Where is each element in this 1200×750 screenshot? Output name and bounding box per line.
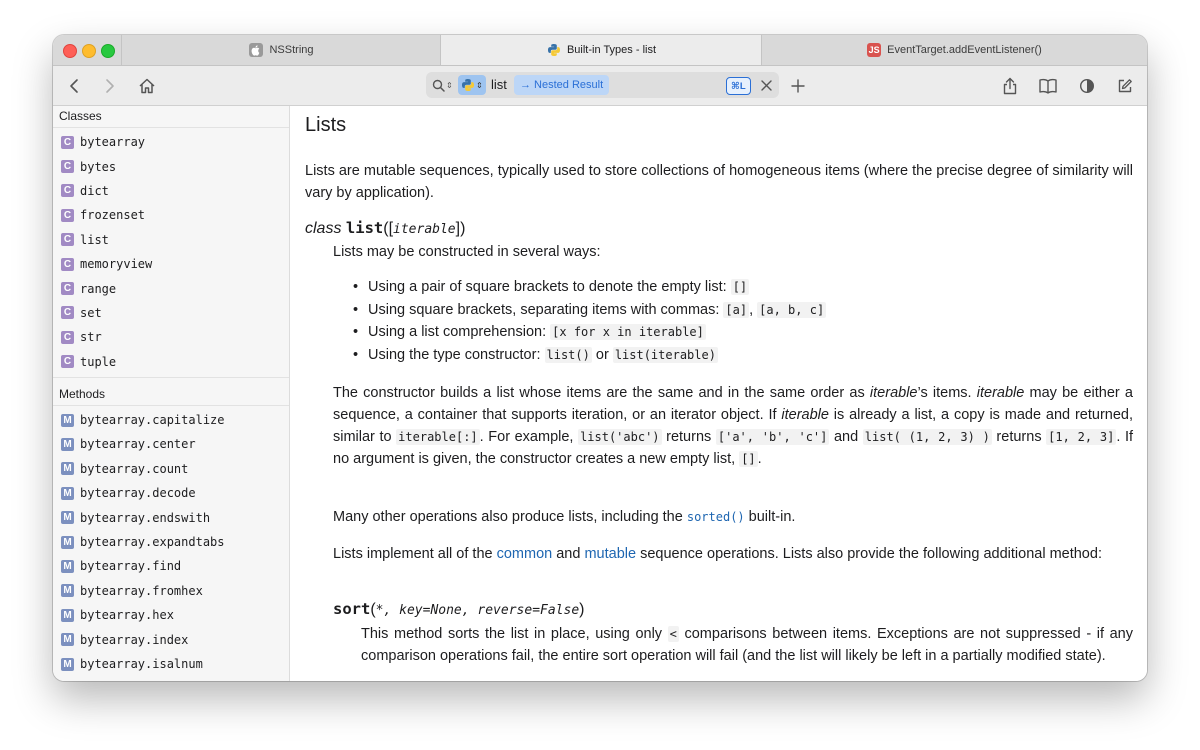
- js-icon: JS: [868, 45, 880, 55]
- sidebar-item-bytearray-center[interactable]: [53, 432, 289, 456]
- sidebar-item-bytearray-endswith[interactable]: [53, 505, 289, 529]
- intro-paragraph: Lists are mutable sequences, typically used to store collections of homogeneous items (where the precise degree of similarity will vary by application).: [305, 163, 1133, 201]
- annotate-button[interactable]: [1113, 74, 1137, 98]
- common-link[interactable]: common: [496, 546, 553, 562]
- tab-title: NSString: [269, 44, 314, 56]
- constructor-bullets: [353, 276, 1113, 366]
- method-badge-icon: M: [61, 609, 74, 622]
- classes-header: Classes: [53, 106, 289, 128]
- chevron-right-icon: [103, 78, 115, 94]
- bookmarks-button[interactable]: [1036, 74, 1060, 98]
- class-signature: class list([iterable]): [305, 219, 466, 237]
- sidebar-item-list[interactable]: [53, 228, 289, 252]
- methods-list: [53, 408, 289, 676]
- class-badge-icon: C: [61, 355, 74, 368]
- sig-name: list: [345, 219, 384, 237]
- method-badge-icon: M: [61, 414, 74, 427]
- sidebar-item-label: bytes: [80, 159, 117, 174]
- sidebar-item-frozenset[interactable]: [53, 203, 289, 227]
- sidebar-item-bytearray-isalnum[interactable]: [53, 652, 289, 676]
- sidebar-item-label: bytearray.endswith: [80, 510, 211, 525]
- method-badge-icon: M: [61, 560, 74, 573]
- tab-eventtarget[interactable]: [761, 35, 1147, 65]
- mutable-link[interactable]: mutable: [584, 546, 637, 562]
- classes-list: [53, 130, 289, 374]
- sidebar-item-tuple[interactable]: [53, 350, 289, 374]
- sidebar-item-label: bytearray.decode: [80, 486, 196, 501]
- tab-title: Built-in Types - list: [566, 44, 657, 56]
- sequence-ops-paragraph: Lists implement all of the common and mutable sequence operations. Lists also provide the following additional method:: [333, 546, 1102, 562]
- sidebar-item-label: tuple: [80, 354, 117, 369]
- zoom-window-button[interactable]: [101, 44, 115, 58]
- tab-bar: [53, 35, 1147, 66]
- page-title: Lists: [305, 114, 347, 136]
- updown-chevron-icon: ⇕: [446, 80, 453, 90]
- sidebar-item-label: bytearray.fromhex: [80, 583, 203, 598]
- browser-window: [53, 35, 1147, 681]
- class-badge-icon: C: [61, 160, 74, 173]
- sidebar-item-bytearray-count[interactable]: [53, 457, 289, 481]
- python-icon: [461, 78, 475, 92]
- sidebar-item-label: bytearray.isalnum: [80, 657, 203, 671]
- back-button[interactable]: [63, 74, 87, 98]
- sidebar-item-dict[interactable]: [53, 179, 289, 203]
- sig-keyword: class: [305, 220, 342, 237]
- apple-icon: [249, 43, 263, 57]
- list-item: • Using square brackets, separating items with commas: [a] , [a, b, c]: [353, 299, 1113, 322]
- sidebar-item-bytearray-expandtabs[interactable]: [53, 530, 289, 554]
- method-badge-icon: M: [61, 462, 74, 475]
- sidebar-item-label: bytearray.capitalize: [80, 413, 225, 428]
- sidebar-item-bytearray[interactable]: [53, 130, 289, 154]
- method-badge-icon: M: [61, 536, 74, 549]
- shortcut-badge: ⌘L: [726, 77, 751, 95]
- sidebar-item-bytearray-hex[interactable]: [53, 603, 289, 627]
- method-badge-icon: M: [61, 658, 74, 671]
- sidebar: [53, 106, 290, 681]
- sidebar-item-label: set: [80, 305, 102, 320]
- sidebar-item-label: bytearray: [80, 135, 146, 150]
- sidebar-item-bytearray-fromhex[interactable]: [53, 579, 289, 603]
- book-icon: [1038, 78, 1058, 94]
- sidebar-item-label: bytearray.expandtabs: [80, 535, 225, 550]
- class-badge-icon: C: [61, 306, 74, 319]
- sidebar-item-bytes[interactable]: [53, 154, 289, 178]
- class-badge-icon: C: [61, 258, 74, 271]
- tab-builtin-types-list[interactable]: [440, 35, 762, 65]
- sidebar-item-bytearray-capitalize[interactable]: [53, 408, 289, 432]
- method-badge-icon: M: [61, 584, 74, 597]
- method-badge-icon: M: [61, 487, 74, 500]
- class-badge-icon: C: [61, 184, 74, 197]
- edit-icon: [1117, 78, 1133, 94]
- sidebar-item-label: bytearray.find: [80, 559, 182, 574]
- search-query[interactable]: list: [491, 77, 507, 92]
- tab-title: EventTarget.addEventListener(): [887, 44, 1042, 56]
- class-badge-icon: C: [61, 209, 74, 222]
- sidebar-item-label: range: [80, 281, 117, 296]
- sidebar-item-range[interactable]: [53, 276, 289, 300]
- sidebar-item-label: bytearray.hex: [80, 608, 174, 623]
- close-window-button[interactable]: [63, 44, 77, 58]
- chevron-left-icon: [69, 78, 81, 94]
- class-badge-icon: C: [61, 136, 74, 149]
- sidebar-item-bytearray-find[interactable]: [53, 554, 289, 578]
- constructed-text: Lists may be constructed in several ways:: [333, 244, 601, 260]
- appearance-button[interactable]: [1075, 74, 1099, 98]
- updown-chevron-icon: ⇕: [476, 80, 483, 90]
- methods-header: Methods: [53, 384, 289, 406]
- forward-button[interactable]: [97, 74, 121, 98]
- search-bar[interactable]: [426, 72, 779, 98]
- sidebar-item-str[interactable]: [53, 325, 289, 349]
- sidebar-item-bytearray-decode[interactable]: [53, 481, 289, 505]
- clear-search-button[interactable]: [756, 75, 776, 95]
- home-button[interactable]: [135, 74, 159, 98]
- home-icon: [138, 77, 156, 95]
- docset-selector[interactable]: [458, 75, 486, 95]
- share-icon: [1002, 77, 1018, 95]
- sidebar-item-label: memoryview: [80, 257, 153, 272]
- plus-icon: [791, 79, 805, 93]
- method-badge-icon: M: [61, 511, 74, 524]
- class-badge-icon: C: [61, 233, 74, 246]
- operations-paragraph: Many other operations also produce lists, including the sorted() built-in.: [333, 509, 796, 525]
- sort-description: This method sorts the list in place, using only < comparisons between items. Exceptions are not suppressed - if any comparison operations fail, the entire sort operation will fail (and the list will likely be left in a partially modified state).: [361, 626, 1133, 664]
- class-badge-icon: C: [61, 331, 74, 344]
- share-button[interactable]: [998, 74, 1022, 98]
- method-badge-icon: M: [61, 438, 74, 451]
- nested-result-token[interactable]: → Nested Result: [514, 75, 609, 95]
- list-item: • Using a pair of square brackets to denote the empty list: []: [353, 276, 1113, 299]
- class-badge-icon: C: [61, 282, 74, 295]
- sidebar-item-label: bytearray.center: [80, 437, 196, 452]
- sig-param: iterable: [393, 222, 456, 237]
- doc-content: [290, 106, 1147, 681]
- sidebar-item-label: bytearray.count: [80, 461, 189, 476]
- method-badge-icon: M: [61, 633, 74, 646]
- sorted-link[interactable]: sorted(): [686, 510, 745, 524]
- close-icon: [761, 80, 772, 91]
- sidebar-item-label: str: [80, 330, 102, 345]
- list-item: • Using a list comprehension: [x for x in iterable]: [353, 321, 1113, 344]
- tab-nsstring[interactable]: [121, 35, 441, 65]
- sidebar-item-label: frozenset: [80, 208, 146, 223]
- sidebar-item-memoryview[interactable]: [53, 252, 289, 276]
- sidebar-item-set[interactable]: [53, 301, 289, 325]
- search-icon: [432, 79, 445, 92]
- sort-signature: sort(*, key=None, reverse=False): [333, 600, 585, 618]
- sidebar-item-label: list: [80, 232, 109, 247]
- minimize-window-button[interactable]: [82, 44, 96, 58]
- sidebar-item-label: dict: [80, 183, 109, 198]
- toolbar: [53, 66, 1147, 106]
- new-tab-button[interactable]: [786, 74, 810, 98]
- sidebar-item-bytearray-index[interactable]: [53, 627, 289, 651]
- python-icon: [547, 43, 561, 57]
- contrast-icon: [1079, 78, 1095, 94]
- sidebar-item-label: bytearray.index: [80, 632, 189, 647]
- constructor-paragraph: The constructor builds a list whose items are the same and in the same order as iterable’s items. iterable may be either a sequence, a container that supports iteration, or an iterator object. If iterable is already a list, a copy is made and returned, similar to iterable[:] . For example, list('abc') returns ['a', 'b', 'c'] and list( (1, 2, 3) ) returns [1, 2, 3] . If no argument is given, the constructor creates a new empty list, [] .: [333, 385, 1134, 467]
- search-scope-dropdown[interactable]: [432, 77, 456, 93]
- list-item: • Using the type constructor: list() or list(iterable): [353, 344, 1113, 367]
